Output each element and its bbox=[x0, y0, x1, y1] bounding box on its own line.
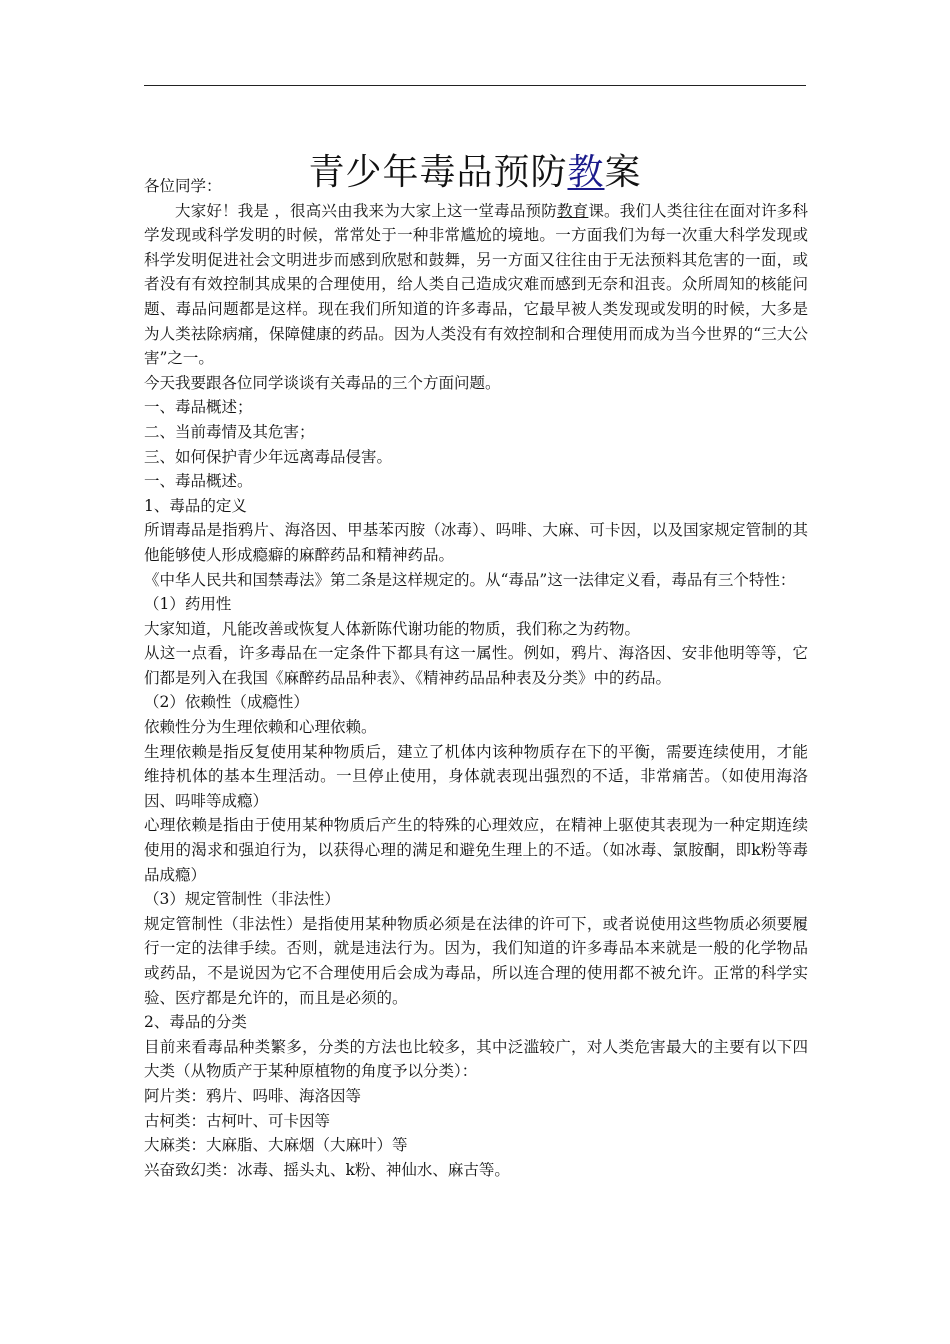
greeting: 各位同学： bbox=[144, 177, 222, 195]
paragraph: 所谓毒品是指鸦片、海洛因、甲基苯丙胺（冰毒）、吗啡、大麻、可卡因，以及国家规定管制的其他能够使人形成瘾癖的麻醉药品和精神药品。 bbox=[144, 521, 808, 564]
paragraph: 规定管制性（非法性）是指使用某种物质必须是在法律的许可下，或者说使用这些物质必须要履行一定的法律手续。否则，就是违法行为。因为，我们知道的许多毒品本来就是一般的化学物品或药品，不是说因为它不合理使用后会成为毒品，所以连合理的使用都不被允许。正常的科学实验、医疗都是允许的，而且是必须的。 bbox=[144, 914, 808, 1007]
outline-item: 一、毒品概述； bbox=[144, 398, 253, 417]
intro-text-a: 大家好！我是 ，很高兴由我来为大家上这一堂毒品预防 bbox=[175, 201, 557, 220]
title-link[interactable]: 教 bbox=[567, 152, 605, 194]
subsection-heading: （2）依赖性（成瘾性） bbox=[144, 693, 309, 712]
subsection-heading: 1、毒品的定义 bbox=[144, 496, 247, 515]
title-text: 青少年毒品预防 bbox=[308, 152, 568, 194]
intro-paragraph bbox=[144, 199, 808, 371]
subsection-heading: （3）规定管制性（非法性） bbox=[144, 890, 340, 909]
outline-item: 三、如何保护青少年远离毒品侵害。 bbox=[144, 447, 393, 466]
paragraph: 从这一点看，许多毒品在一定条件下都具有这一属性。例如，鸦片、海洛因、安非他明等等，它们都是列入在我国《麻醉药品品种表》、《精神药品品种表及分类》中的药品。 bbox=[144, 644, 808, 687]
document-body bbox=[144, 174, 808, 1182]
header-rule bbox=[144, 85, 806, 86]
subsection-heading: 2、毒品的分类 bbox=[144, 1013, 247, 1032]
paragraph: 今天我要跟各位同学谈谈有关毒品的三个方面问题。 bbox=[144, 373, 501, 392]
list-item: 兴奋致幻类：冰毒、摇头丸、k粉、神仙水、麻古等。 bbox=[144, 1160, 510, 1179]
subsection-heading: （1）药用性 bbox=[144, 595, 232, 614]
section-heading: 一、毒品概述。 bbox=[144, 472, 253, 491]
outline-item: 二、当前毒情及其危害； bbox=[144, 422, 315, 441]
list-item: 古柯类：古柯叶、可卡因等 bbox=[144, 1111, 331, 1130]
paragraph: 依赖性分为生理依赖和心理依赖。 bbox=[144, 718, 377, 737]
paragraph: 《中华人民共和国禁毒法》第二条是这样规定的。从“毒品”这一法律定义看，毒品有三个特性： bbox=[144, 570, 796, 589]
paragraph: 大家知道，凡能改善或恢复人体新陈代谢功能的物质，我们称之为药物。 bbox=[144, 619, 641, 638]
title-tail: 案 bbox=[604, 152, 642, 194]
paragraph: 心理依赖是指由于使用某种物质后产生的特殊的心理效应，在精神上驱使其表现为一种定期连续使用的渴求和强迫行为，以获得心理的满足和避免生理上的不适。（如冰毒、氯胺酮，即k粉等毒品成瘾） bbox=[144, 816, 808, 884]
list-item: 阿片类：鸦片、吗啡、海洛因等 bbox=[144, 1086, 362, 1105]
education-link[interactable]: 教育 bbox=[556, 201, 589, 220]
intro-text-b: 课。我们人类往往在面对许多科学发现或科学发明的时候，常常处于一种非常尴尬的境地。一方面我们为每一次重大科学发现或科学发明促进社会文明进步而感到欣慰和鼓舞，另一方面又往往由于无法预料其危害的一面，或者没有有效控制其成果的合理使用，给人类自己造成灾难而感到无奈和沮丧。众所周知的核能问题、毒品问题都是这样。现在我们所知道的许多毒品，它最早被人类发现或发明的时候，大多是为人类祛除病痛，保障健康的药品。因为人类没有有效控制和合理使用而成为当今世界的“三大公害”之一。 bbox=[144, 201, 808, 368]
list-item: 大麻类：大麻脂、大麻烟（大麻叶）等 bbox=[144, 1136, 408, 1155]
paragraph: 生理依赖是指反复使用某种物质后，建立了机体内该种物质存在下的平衡，需要连续使用，才能维持机体的基本生理活动。一旦停止使用，身体就表现出强烈的不适，非常痛苦。（如使用海洛因、吗啡等成瘾） bbox=[144, 742, 808, 810]
paragraph: 目前来看毒品种类繁多，分类的方法也比较多，其中泛滥较广，对人类危害最大的主要有以下四大类（从物质产于某种原植物的角度予以分类）： bbox=[144, 1037, 808, 1081]
